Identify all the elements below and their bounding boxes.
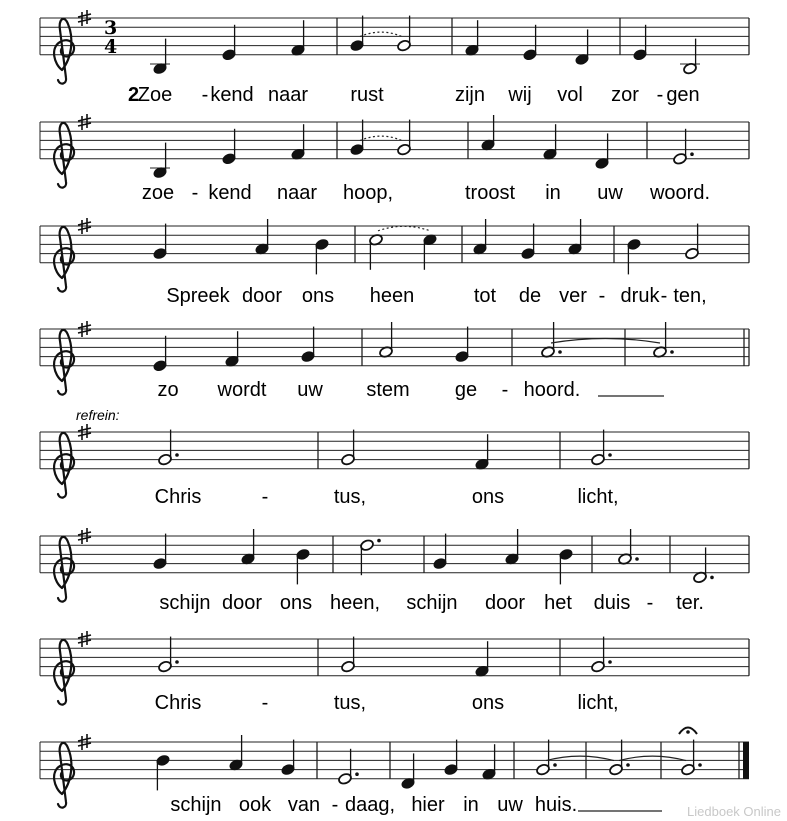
lyric-syllable: naar [267,84,309,106]
note [685,224,700,260]
lyric-syllable: uw [297,379,323,401]
note [153,224,168,260]
note [338,749,359,785]
note [680,39,700,75]
lyric-syllable: kend [208,182,252,204]
note [158,637,179,673]
note [681,740,702,776]
note [523,25,538,61]
tie [551,339,660,344]
note [369,233,384,269]
dot [558,350,562,354]
note [222,129,237,165]
lyric-syllable: in [545,182,561,204]
note [475,641,490,677]
note [455,327,470,363]
system-6 [40,528,749,614]
lyric-syllable: kend [210,84,254,106]
note [536,740,557,776]
lyric-syllable: ons [471,486,505,508]
treble-clef-icon [54,433,74,498]
lyric-syllable: door [221,592,263,614]
note [653,322,674,358]
note [281,740,296,776]
note [241,529,256,565]
dot [175,453,179,457]
note [315,238,330,274]
note [595,133,610,169]
note [296,548,311,584]
lyric-syllable: tus, [333,692,367,714]
note [505,529,520,565]
dot [355,772,359,776]
lyric-syllable: - [501,379,509,401]
note [627,238,642,274]
dot [626,763,630,767]
lyric-syllable: ver [559,285,587,307]
lyric-syllable: - [598,285,606,307]
lyric-syllable: ons [301,285,335,307]
note [379,322,394,358]
note [150,143,170,179]
lyric-syllable: ook [238,794,272,816]
lyric-syllable: vol [557,84,583,106]
treble-clef-icon [54,123,74,188]
lyric-syllable: - [191,182,199,204]
lyric-syllable: hoord. [523,379,581,401]
lyric-syllable: door [241,285,283,307]
lyric-syllable: de [518,285,542,307]
lyric-syllable: - [261,692,269,714]
note [350,16,365,52]
lyric-syllable: heen, [329,592,381,614]
lyric-syllable: - [331,794,339,816]
lyric-syllable: licht, [577,486,619,508]
note [341,637,356,673]
lyric-syllable: naar [276,182,318,204]
note [401,753,416,789]
system-3 [40,218,749,307]
note [291,124,306,160]
note [229,735,244,771]
refrain-label: refrein: [76,407,120,423]
lyric-syllable: zor [611,84,639,106]
note [481,115,496,151]
lyric-syllable: uw [597,182,623,204]
treble-clef-icon [54,743,74,808]
lyric-syllable: in [463,794,479,816]
dot [608,660,612,664]
note [473,219,488,255]
lyric-syllable: huis. [534,794,578,816]
system-4 [40,321,749,401]
treble-clef-icon [54,537,74,602]
lyric-syllable: Chris [154,486,202,508]
lyric-syllable: schijn [159,592,211,614]
note [609,740,630,776]
note [397,120,412,156]
note [153,336,168,372]
lyric-syllable: rust [350,84,384,106]
lyric-syllable: - [646,592,654,614]
system-2 [40,114,749,204]
note [156,754,171,790]
lyric-syllable: woord. [649,182,711,204]
time-signature-top: 3 [104,17,118,39]
fermata-dot [686,730,690,734]
lyric-syllable: daag, [344,794,396,816]
lyric-syllable: - [201,84,209,106]
dot [175,660,179,664]
lyric-syllable: ge [454,379,478,401]
watermark: Liedboek Online [687,804,781,819]
lyric-syllable: troost [464,182,516,204]
lyric-syllable: hier [411,794,445,816]
system-7 [40,631,749,714]
note [222,25,237,61]
treble-clef-icon [54,330,74,395]
lyric-syllable: van [287,794,321,816]
lyric-syllable: schijn [406,592,458,614]
note [543,124,558,160]
lyric-syllable: schijn [170,794,222,816]
dot [670,350,674,354]
lyric-syllable: ons [471,692,505,714]
verse-number: 2 [128,84,140,106]
note [423,233,438,269]
lyric-syllable: stem [366,379,410,401]
lyric-syllable: ten, [673,285,707,307]
lyric-syllable: het [544,592,572,614]
system-5 [40,407,749,508]
note [575,29,590,65]
lyric-syllable: zo [157,379,179,401]
dot [608,453,612,457]
lyric-syllable: Zoe [137,84,173,106]
dot [377,539,381,543]
time-signature-bottom: 4 [104,36,118,58]
note [444,740,459,776]
note [673,129,694,165]
note [465,20,480,56]
note [150,39,170,75]
lyric-syllable: hoop, [342,182,394,204]
lyric-syllable: ons [279,592,313,614]
lyric-syllable: wij [508,84,532,106]
dot [698,763,702,767]
note [633,25,648,61]
system-8 [40,728,749,817]
lyric-syllable: - [656,84,664,106]
lyric-syllable: gen [666,84,700,106]
note [433,534,448,570]
dot [690,152,694,156]
lyric-syllable: door [484,592,526,614]
note [350,120,365,156]
note [591,430,612,466]
final-bar-line [743,742,749,779]
phrase-arc [378,226,430,231]
note [291,20,306,56]
treble-clef-icon [54,19,74,84]
lyric-syllable: zijn [454,84,486,106]
note [618,529,639,565]
treble-clef-icon [54,227,74,292]
note [591,637,612,673]
lyric-syllable: tot [473,285,497,307]
note [521,224,536,260]
note [559,548,574,584]
note [158,430,179,466]
note [255,219,270,255]
system-1 [40,10,749,106]
note [397,16,412,52]
note [341,430,356,466]
note [301,327,316,363]
lyric-syllable: - [660,285,668,307]
lyric-syllable: zoe [141,182,175,204]
dot [710,576,714,580]
lyric-syllable: - [261,486,269,508]
dot [635,557,639,561]
lyric-syllable: ter. [676,592,704,614]
lyric-syllable: Spreek [166,285,230,307]
lyric-syllable: duis [593,592,631,614]
lyric-syllable: druk [620,285,660,307]
note [482,744,497,780]
dot [553,763,557,767]
note [360,539,381,575]
lyric-syllable: wordt [217,379,267,401]
lyric-syllable: tus, [333,486,367,508]
lyric-syllable: Chris [154,692,202,714]
note [475,434,490,470]
lyric-syllable: heen [369,285,415,307]
note [568,219,583,255]
note [693,547,714,583]
treble-clef-icon [54,640,74,705]
lyric-syllable: licht, [577,692,619,714]
note [225,331,240,367]
lyric-syllable: uw [497,794,523,816]
note [153,534,168,570]
note [541,322,562,358]
